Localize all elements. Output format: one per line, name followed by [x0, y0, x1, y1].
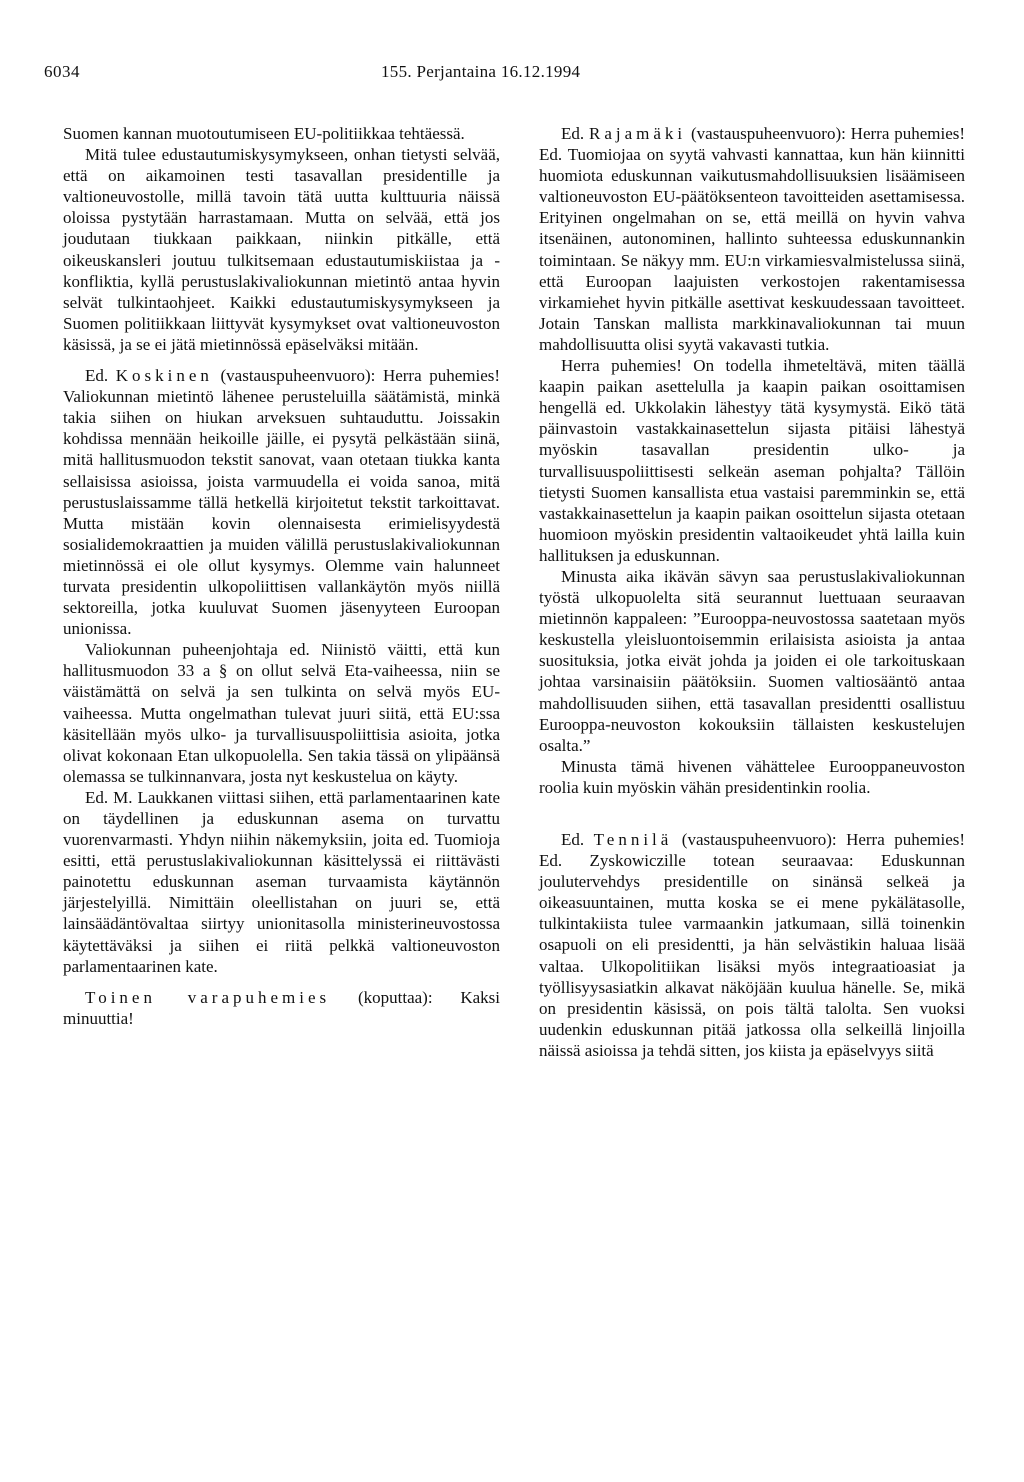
speech-text: Herra puhemies! Valiokunnan mietintö lähenee perusteluilla säätämistä, minkä takia siihen on hiukan arveksuen suhtauduttu. Joissakin kohdissa mennään heikoille jäille, ei pysytä pelkästään siinä, mitä hallitusmuodon tekstit sanovat, vaan otetaan tiukka kanta sellaisissa asioissa, joista varmuudella ei voida sanoa, mitä perustuslaissamme tällä hetkellä kirjoitetut tekstit tarkoittavat. Mutta mistään kovin olennaisesta erimielisyydestä sosialidemokraattien ja muiden välillä perustuslakivaliokunnan mietinnössä ei ole ollut kysymys. Olemme vain halunneet turvata presidentin ulkopoliittisen vallankäytön myös niillä sektoreilla, jotka kuuluvat Suomen jäsenyyteen Euroopan unionissa. [63, 366, 501, 639]
left-column [63, 123, 500, 1029]
right-column [539, 123, 965, 1061]
running-head: 155. Perjantaina 16.12.1994 [381, 62, 581, 81]
speaker-name: Rajamäki [588, 124, 687, 143]
speech-text: Herra puhemies! Ed. Tuomiojaa on syytä vahvasti kannattaa, kun hän kiinnitti huomiota eduskunnan vaikutusmahdollisuuksien lisäämiseen valtioneuvoston EU-päätöksenteon tavoitteiden asettamisessa. Erityinen ongelmahan on se, että meillä on hyvin vahva itsenäinen, autonominen, hallinto suhteessa eduskunnankin toimintaan. Se näkyy mm. EU:n virkamiesvalmistelussa siinä, että Euroopan laajuisten verkostojen rakentamisessa virkamiehet hyvin pitkälle asettivat keskuudessaan tavoitteet. Jotain Tanskan mallista markkinavaliokunnan tai muun mahdollisuutta olisi syytä vakavasti tutkia. [539, 124, 966, 354]
speaker-role: (koputtaa): [357, 987, 433, 1007]
speaker-name: Toinen varapuhemies [85, 987, 331, 1007]
paragraph: Suomen kannan muotoutumiseen EU-politiikkaa tehtäessä. [63, 124, 465, 143]
speaker-prefix: Ed. [561, 830, 585, 849]
speaker-name: Koskinen [115, 366, 213, 386]
speaker-prefix: Ed. [561, 124, 585, 143]
paragraph: Valiokunnan puheenjohtaja ed. Niinistö väitti, että kun hallitusmuodon 33 a § on ollut selvä Eta-vaiheessa, niin se väistämättä on selvä ja sen tulkinta on selvä myös EU-vaiheessa. Mutta ongelmathan tulevat juuri siitä, että EU:ssa käsitellään myös ulko- ja turvallisuuspoliittisia asioita, jotka olivat kokonaan Etan ulkopuolella. Sen takia tässä on ylipäänsä olemassa se tulkinnanvara, josta nyt keskustelua on käyty. [63, 640, 500, 786]
speech-koskinen [63, 365, 500, 639]
speaker-name: Tennilä [593, 830, 673, 849]
paragraph: Minusta aika ikävän sävyn saa perustuslakivaliokunnan työstä ulkopuolelta sitä seurannut luettuaan seuraavan mietinnön kappaleen: ”Eurooppa-neuvostossa saatetaan myös keskustella yleisluontoisemmin erilaisista asioista ja antaa suosituksia, jotka eivät johda ja joiden ei ole tarkoituskaan johtaa varsinaisiin päätöksiin. Suomen valtiosääntö antaa mahdollisuuden siihen, että tasavallan presidentti osallistuu Eurooppa-neuvoston kokouksiin tällaisten keskustelujen osalta.” [539, 566, 965, 755]
speech-rajamaki [539, 123, 965, 355]
speaker-role: (vastauspuheenvuoro): [681, 830, 837, 849]
paragraph: Mitä tulee edustautumiskysymykseen, onhan tietysti selvää, että on aikamoinen testi tasavallan presidentille ja valtioneuvostolle, millä tavoin tätä uutta kulttuuria näissä oloissa pystytään harrastamaan. Mutta on selvää, että jos joudutaan tiukkaan paikkaan, niinkin pitkälle, että oikeuskansleri joutuu tulkitsemaan edustautumiskiistaa ja -konfliktia, kyllä perustuslakivaliokunnan mietintö antaa hyvin selvät tulkintaohjeet. Kaikki edustautumiskysymykseen ja Suomen politiikkaan liittyvät kysymykset ovat valtioneuvoston käsissä, ja se ei jätä mietinnössä epäselväksi mitään. [63, 145, 500, 354]
paragraph: Herra puhemies! On todella ihmeteltävä, miten täällä kaapin paikan asettelulla ja kaapin paikan osoittamisen hengellä ed. Ukkolakin lähestyy tätä kysymystä. Eikö tätä päinvastoin vastakkainasettelun sijasta pitäisi lähestyä myöskin tasavallan presidentin ulko- ja turvallisuuspoliittisesti selkeän aseman pohjalta? Tällöin tietysti Suomen kansallista etua vastaisi paremminkin se, että vastakkainasettelun ja kaapin paikan osoittelun sijasta otetaan huomioon myöskin presidentin valtaoikeudet yhtä lailla kuin hallituksen ja eduskunnan. [539, 356, 965, 565]
speech-varapuhemies [63, 987, 500, 1029]
speech-text: Kaksi minuuttia! [63, 987, 501, 1028]
speaker-role: (vastauspuheenvuoro): [690, 124, 846, 143]
speaker-prefix: Ed. [85, 366, 109, 386]
speaker-role: (vastauspuheenvuoro): [220, 366, 376, 386]
paragraph: Minusta tämä hivenen vähättelee Eurooppaneuvoston roolia kuin myöskin vähän presidentinkin roolia. [539, 756, 965, 797]
speech-tennila [539, 829, 965, 1061]
speech-text: Herra puhemies! Ed. Zyskowiczille totean seuraavaa: Eduskunnan joulutervehdys presidentille on sinänsä selkeä ja oikeasuuntainen, mutta koska se ei mene pykälätasolle, tulkintakiista tulee varmaankin jatkumaan, sillä toinenkin osapuoli on eli presidentti, ja hän selvästikin haluaa lisää valtaa. Ulkopolitiikan lisäksi myös integraatioasiat ja työllisyysasiatkin alkavat näköjään kuulua hänelle. Se, mikä on presidentin käsissä, on pois tältä talolta. Sen vuoksi uudenkin eduskunnan pitää jatkossa olla selkeillä linjoilla näissä asioissa ja tehdä sitten, jos kiista ja epäselvyys siitä [539, 830, 966, 1060]
page-number: 6034 [44, 62, 80, 81]
paragraph: Ed. M. Laukkanen viittasi siihen, että parlamentaarinen kate on täydellinen ja eduskunnan asema on turvattu vuorenvarmasti. Yhdyn niihin näkemyksiin, joita ed. Tuomioja esitti, että perustuslakivaliokunnan käsittelyssä ei riittävästi painotettu eduskunnan aseman turvaamista käytännön järjestelyillä. Nimittäin oleellistahan on juuri se, että lainsäädäntövaltaa siirtyy unionitasolla ministerineuvostossa käytettäväksi ja siihen ei riitä pelkkä valtioneuvoston parlamentaarinen kate. [63, 787, 500, 976]
